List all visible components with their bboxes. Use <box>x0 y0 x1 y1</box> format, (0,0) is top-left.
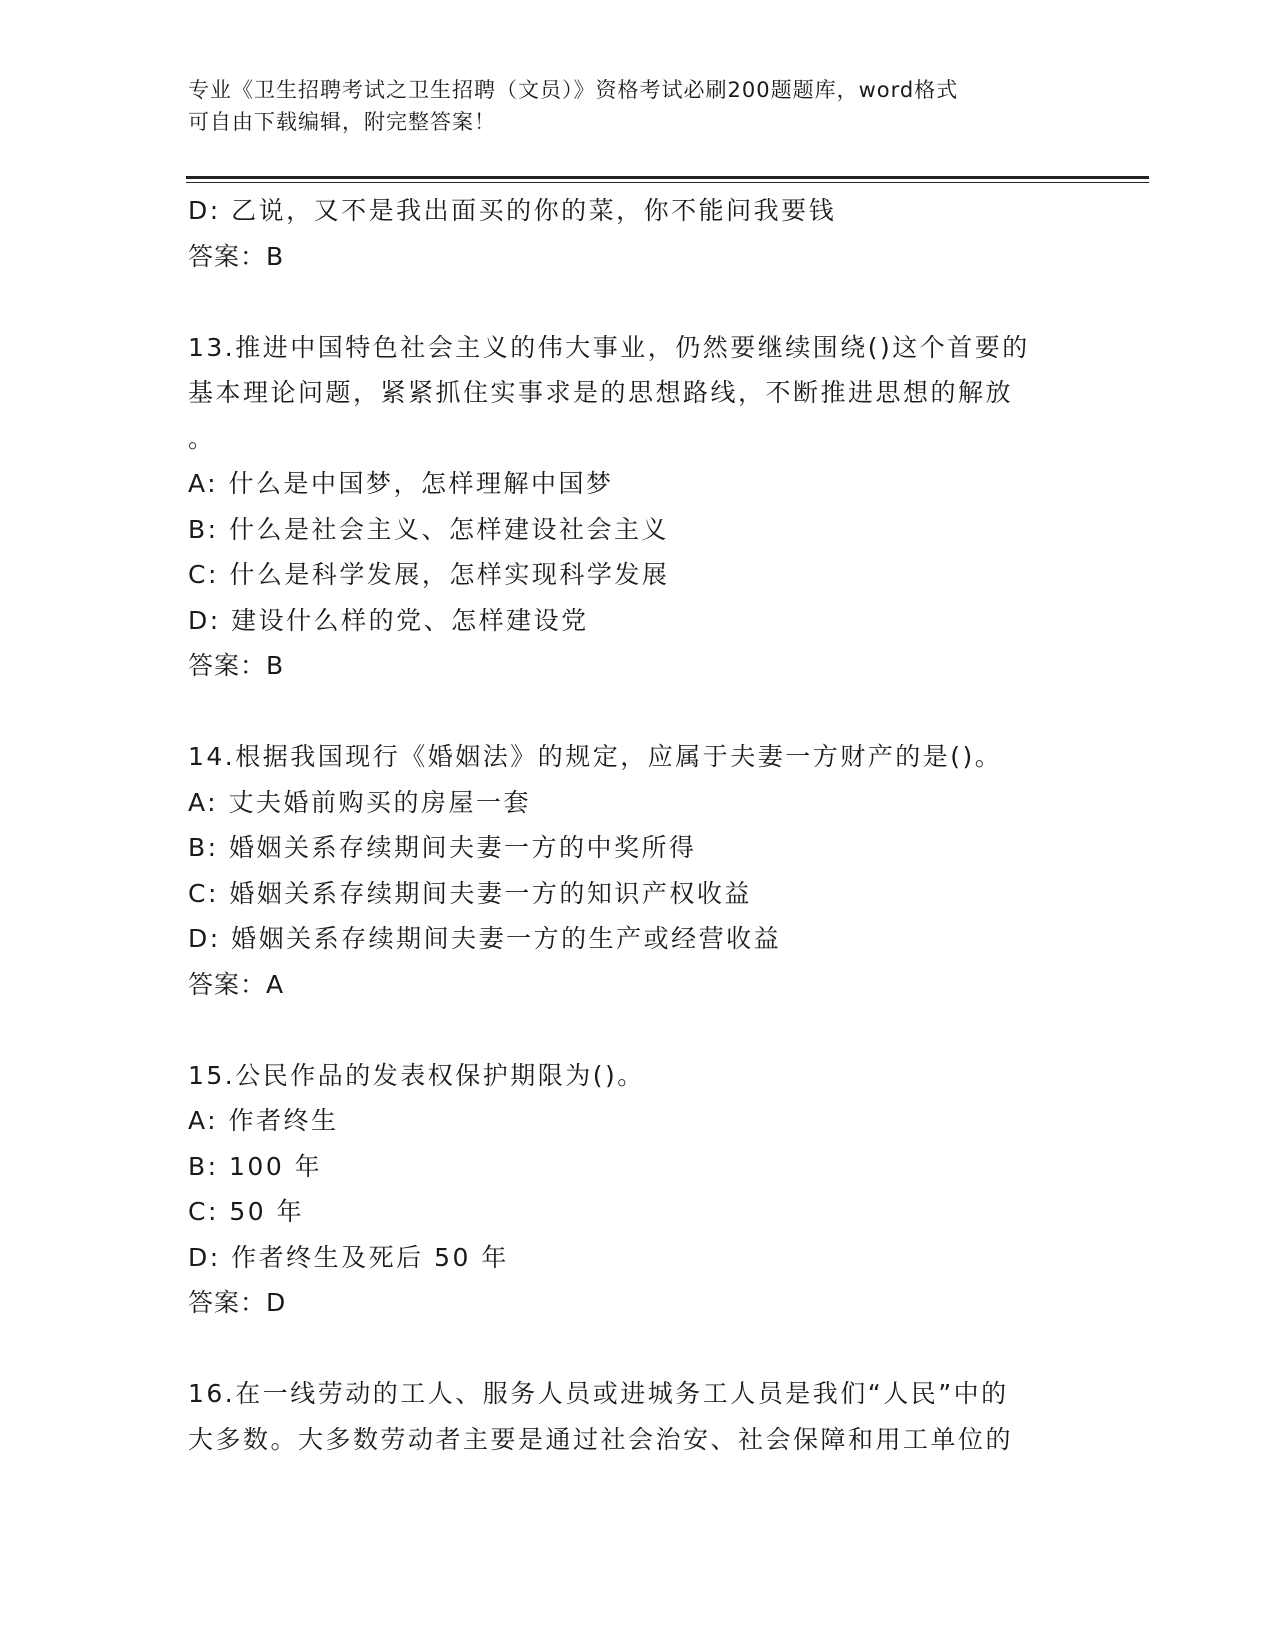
question-15 <box>188 1053 1088 1326</box>
question-stem-line: 。 <box>188 423 216 453</box>
question-14 <box>188 734 1088 1007</box>
option-d: D: 建设什么样的党、怎样建设党 <box>188 605 589 635</box>
question-stem-line: 14.根据我国现行《婚姻法》的规定，应属于夫妻一方财产的是()。 <box>188 742 1003 771</box>
question-12-tail <box>188 188 1088 279</box>
question-list <box>188 188 1088 1462</box>
header-divider-thin <box>186 182 1149 183</box>
question-stem-line: 基本理论问题，紧紧抓住实事求是的思想路线，不断推进思想的解放 <box>188 378 1014 407</box>
option-a: A: 什么是中国梦，怎样理解中国梦 <box>188 469 614 498</box>
option-c: C: 什么是科学发展，怎样实现科学发展 <box>188 560 670 589</box>
spacer <box>188 1007 1088 1053</box>
document-header <box>188 74 1068 138</box>
option-a: A: 丈夫婚前购买的房屋一套 <box>188 787 532 817</box>
question-stem-line: 15.公民作品的发表权保护期限为()。 <box>188 1060 645 1090</box>
answer: 答案：D <box>188 1288 287 1317</box>
header-title-line-1: 专业《卫生招聘考试之卫生招聘（文员）》资格考试必刷200题题库，word格式 <box>188 78 959 102</box>
spacer <box>188 279 1088 325</box>
answer: 答案：B <box>188 651 285 680</box>
option-b: B: 100 年 <box>188 1151 323 1181</box>
option-d: D: 婚姻关系存续期间夫妻一方的生产或经营收益 <box>188 924 782 953</box>
option-c: C: 50 年 <box>188 1197 305 1226</box>
question-16 <box>188 1371 1088 1462</box>
option-b: B: 婚姻关系存续期间夫妻一方的中奖所得 <box>188 833 697 862</box>
option-b: B: 什么是社会主义、怎样建设社会主义 <box>188 514 670 544</box>
header-divider-thick <box>186 176 1149 179</box>
option-d: D: 乙说，又不是我出面买的你的菜，你不能问我要钱 <box>188 196 837 225</box>
spacer <box>188 1326 1088 1372</box>
answer: 答案：A <box>188 969 285 999</box>
question-stem-line: 13.推进中国特色社会主义的伟大事业，仍然要继续围绕()这个首要的 <box>188 332 1030 362</box>
spacer <box>188 689 1088 735</box>
option-d: D: 作者终生及死后 50 年 <box>188 1242 509 1272</box>
header-title-line-2: 可自由下载编辑，附完整答案！ <box>188 110 496 134</box>
option-c: C: 婚姻关系存续期间夫妻一方的知识产权收益 <box>188 878 752 908</box>
answer: 答案：B <box>188 241 285 271</box>
question-13 <box>188 325 1088 689</box>
option-a: A: 作者终生 <box>188 1106 339 1135</box>
question-stem-line: 大多数。大多数劳动者主要是通过社会治安、社会保障和用工单位的 <box>188 1424 1014 1454</box>
question-stem-line: 16.在一线劳动的工人、服务人员或进城务工人员是我们“人民”中的 <box>188 1379 1009 1408</box>
